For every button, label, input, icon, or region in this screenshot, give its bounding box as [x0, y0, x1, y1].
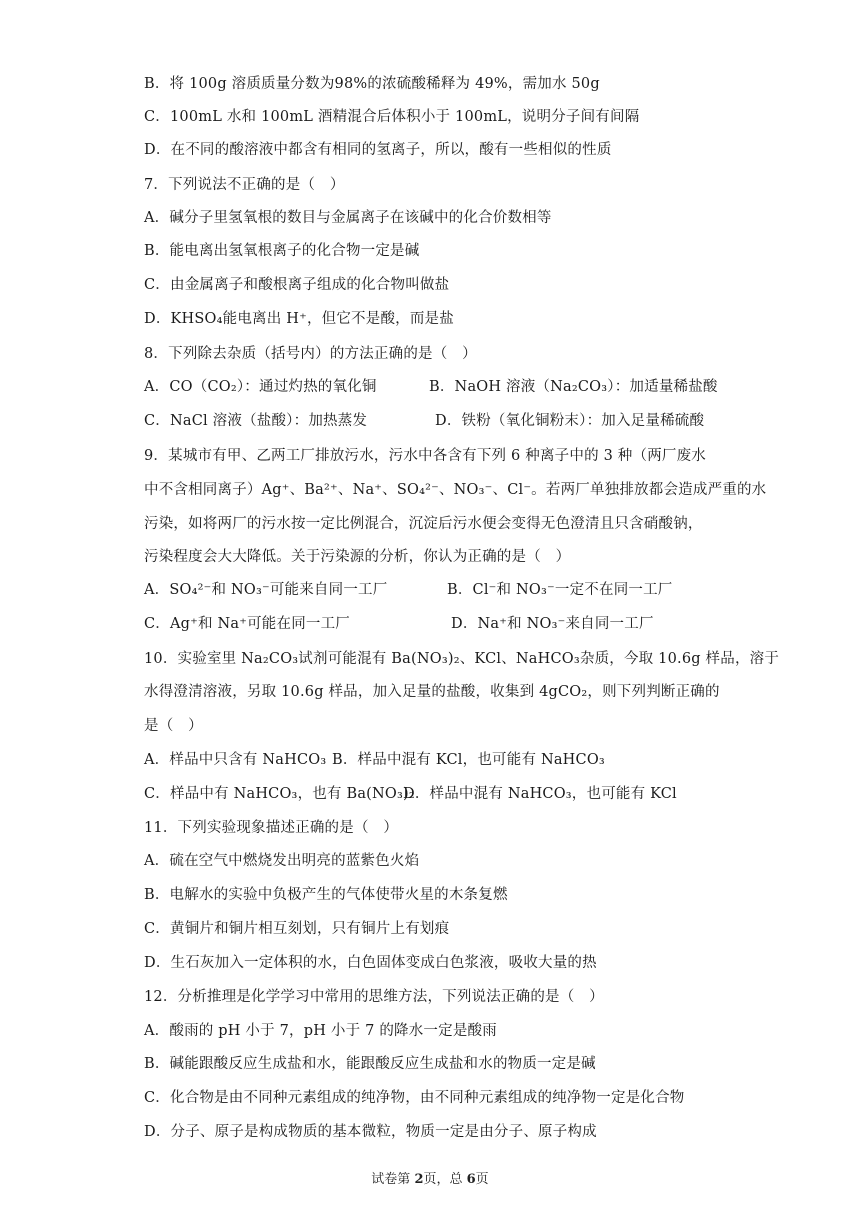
footer-total-pages: 6 [466, 1172, 476, 1187]
q9-stem-line-4: 污染程度会大大降低。关于污染源的分析，你认为正确的是（ ） [144, 549, 571, 565]
q10-option-a: A．样品中只含有 NaHCO₃ [144, 752, 327, 768]
q6-option-b: B．将 100g 溶质质量分数为98%的浓硫酸稀释为 49%，需加水 50g [144, 76, 600, 92]
q9-option-d: D．Na⁺和 NO₃⁻来自同一工厂 [451, 616, 654, 632]
footer-mid: 页，总 [423, 1172, 467, 1187]
q10-stem-line-2: 水得澄清溶液，另取 10.6g 样品，加入足量的盐酸，收集到 4gCO₂，则下列判断正确的 [144, 684, 720, 700]
q11-option-d: D．生石灰加入一定体积的水，白色固体变成白色浆液，吸收大量的热 [144, 955, 597, 971]
q8-option-d: D．铁粉（氧化铜粉末）：加入足量稀硫酸 [435, 413, 705, 429]
q8-stem: 8．下列除去杂质（括号内）的方法正确的是（ ） [144, 346, 477, 362]
q7-stem: 7．下列说法不正确的是（ ） [144, 177, 345, 193]
q11-option-b: B．电解水的实验中负极产生的气体使带火星的木条复燃 [144, 887, 508, 903]
q10-option-b: B．样品中混有 KCl，也可能有 NaHCO₃ [332, 752, 605, 768]
q6-option-c: C．100mL 水和 100mL 酒精混合后体积小于 100mL，说明分子间有间隔 [144, 109, 640, 125]
q9-option-a: A．SO₄²⁻和 NO₃⁻可能来自同一工厂 [144, 582, 388, 598]
q10-option-c: C．样品中有 NaHCO₃，也有 Ba(NO₃)₂ [144, 786, 415, 802]
q12-option-a: A．酸雨的 pH 小于 7，pH 小于 7 的降水一定是酸雨 [144, 1023, 497, 1039]
q11-option-c: C．黄铜片和铜片相互刻划，只有铜片上有划痕 [144, 921, 450, 937]
q9-stem-line-1: 9．某城市有甲、乙两工厂排放污水，污水中各含有下列 6 种离子中的 3 种（两厂废水 [144, 448, 707, 464]
q8-option-a: A．CO（CO₂）：通过灼热的氧化铜 [144, 379, 377, 395]
q9-option-c: C．Ag⁺和 Na⁺可能在同一工厂 [144, 616, 350, 632]
q10-option-d: D．样品中混有 NaHCO₃，也可能有 KCl [403, 786, 677, 802]
q7-option-c: C．由金属离子和酸根离子组成的化合物叫做盐 [144, 277, 450, 293]
q8-option-c: C．NaCl 溶液（盐酸）：加热蒸发 [144, 413, 368, 429]
q6-option-d: D．在不同的酸溶液中都含有相同的氢离子，所以，酸有一些相似的性质 [144, 142, 612, 158]
footer-suffix: 页 [475, 1172, 489, 1187]
q9-stem-line-3: 污染，如将两厂的污水按一定比例混合，沉淀后污水便会变得无色澄清且只含硝酸钠， [144, 516, 703, 532]
q11-option-a: A．硫在空气中燃烧发出明亮的蓝紫色火焰 [144, 853, 420, 869]
page-footer [0, 1168, 860, 1187]
q12-option-b: B．碱能跟酸反应生成盐和水，能跟酸反应生成盐和水的物质一定是碱 [144, 1056, 596, 1072]
footer-page-number: 2 [414, 1172, 424, 1187]
footer-prefix: 试卷第 [371, 1172, 415, 1187]
q10-stem-line-1: 10．实验室里 Na₂CO₃试剂可能混有 Ba(NO₃)₂、KCl、NaHCO₃杂质，今取 10.6g 样品，溶于 [144, 651, 780, 667]
q12-option-d: D．分子、原子是构成物质的基本微粒，物质一定是由分子、原子构成 [144, 1124, 597, 1140]
q8-option-b: B．NaOH 溶液（Na₂CO₃）：加适量稀盐酸 [429, 379, 718, 395]
q7-option-a: A．碱分子里氢氧根的数目与金属离子在该碱中的化合价数相等 [144, 210, 552, 226]
q9-option-b: B．Cl⁻和 NO₃⁻一定不在同一工厂 [447, 582, 673, 598]
q11-stem: 11．下列实验现象描述正确的是（ ） [144, 820, 399, 836]
q12-stem: 12．分析推理是化学学习中常用的思维方法，下列说法正确的是（ ） [144, 989, 604, 1005]
q12-option-c: C．化合物是由不同种元素组成的纯净物，由不同种元素组成的纯净物一定是化合物 [144, 1090, 685, 1106]
q7-option-d: D．KHSO₄能电离出 H⁺，但它不是酸，而是盐 [144, 311, 454, 327]
q7-option-b: B．能电离出氢氧根离子的化合物一定是碱 [144, 243, 420, 259]
q10-stem-line-3: 是（ ） [144, 718, 203, 734]
q9-stem-line-2: 中不含相同离子）Ag⁺、Ba²⁺、Na⁺、SO₄²⁻、NO₃⁻、Cl⁻。若两厂单独排放都会造成严重的水 [144, 482, 767, 498]
